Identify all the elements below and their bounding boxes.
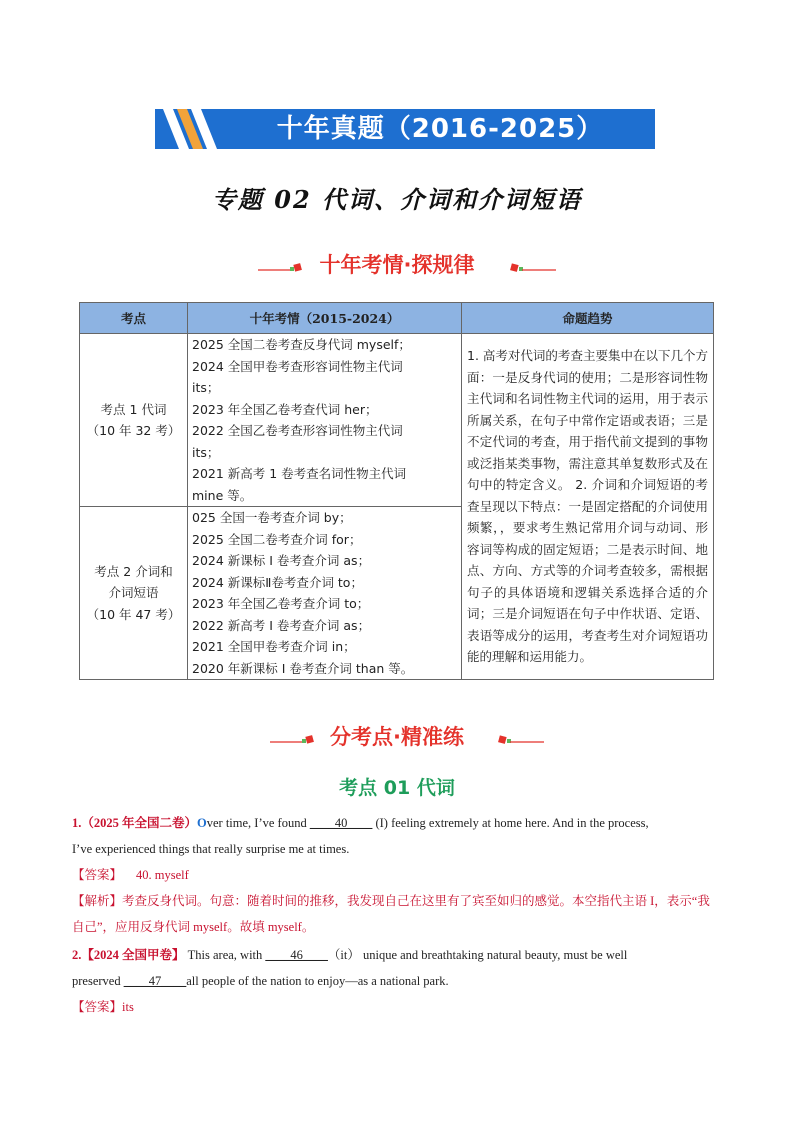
section-title: 分考点·精准练 bbox=[330, 725, 464, 749]
title-banner bbox=[155, 109, 655, 149]
stripe-decoration bbox=[155, 109, 225, 149]
question-number: 2. bbox=[72, 948, 82, 962]
header-questions: 十年考情（2015-2024） bbox=[188, 303, 462, 334]
answer-blank: ____47____ bbox=[123, 974, 187, 988]
header-point: 考点 bbox=[80, 303, 188, 334]
answer-line: 【答案】 40. myself bbox=[72, 868, 189, 882]
question-2: 2.【2024 全国甲卷】 This area, with ____46____（it） unique and breathtaking natural beauty, must be well preserved ____47____all people of the nation to enjoy—as a national park. 【答案】its bbox=[72, 942, 720, 1020]
left-flourish-icon bbox=[258, 250, 306, 280]
table-header-row bbox=[80, 303, 714, 334]
question-source: 【2024 全国甲卷】 bbox=[81, 948, 185, 962]
banner-title: 十年真题（2016-2025） bbox=[276, 114, 604, 144]
point-cell: 考点 2 介词和 介词短语 （10 年 47 考） bbox=[80, 507, 188, 680]
answer-line: 【答案】its bbox=[72, 1000, 134, 1014]
trend-cell: 1. 高考对代词的考查主要集中在以下几个方面：一是反身代词的使用；二是形容词性物主代词和名词性物主代词的运用，用于表示所属关系，在句子中常作定语或表语；三是不定代词的考查，用于指代前文提到的事物或泛指某类事物，需注意其单复数形式及在句中的特定含义。 2. 介词和介词短语的考查呈现以下特点：一是固定搭配的介词使用频繁，，要求考生熟记常用介词与动词、形容词等构成的固定短语；二是表示时间、地点、方向、方式等的介词考查较多，需根据句子的具体语境和逻辑关系选择合适的介词；三是介词短语在句子中作状语、定语、表语等成分的运用，考查考生对介词短语功能的理解和运用能力。 bbox=[462, 334, 714, 680]
answer-text: 40. myself bbox=[136, 868, 189, 882]
analysis-line: 【解析】考查反身代词。句意：随着时间的推移，我发现自己在这里有了宾至如归的感觉。本空指代主语 I，表示“我自己”，应用反身代词 myself。故填 myself。 bbox=[72, 894, 710, 934]
table-row bbox=[80, 334, 714, 507]
right-flourish-icon bbox=[508, 250, 556, 280]
right-flourish-icon bbox=[496, 722, 544, 752]
section-heading-trends bbox=[0, 250, 794, 280]
questions-cell: 2025 全国二卷考查反身代词 myself； 2024 全国甲卷考查形容词性物主代词 its； 2023 年全国乙卷考查代词 her； 2022 全国乙卷考查形容词性物主代词 its； 2021 新高考 1 卷考查名词性物主代词 mine 等。 bbox=[188, 334, 462, 507]
question-source: （2025 年全国二卷） bbox=[81, 816, 198, 830]
topic-title: 专题 02 代词、介词和介词短语 bbox=[211, 185, 583, 214]
point-cell: 考点 1 代词 （10 年 32 考） bbox=[80, 334, 188, 507]
analysis-text: 考查反身代词。句意：随着时间的推移，我发现自己在这里有了宾至如归的感觉。本空指代主语 I，表示“我自己”，应用反身代词 myself。故填 myself。 bbox=[72, 894, 710, 934]
knowledge-point-title: 考点 01 代词 bbox=[339, 777, 455, 799]
question-number: 1. bbox=[72, 816, 82, 830]
answer-text: its bbox=[122, 1000, 134, 1014]
answer-blank: ____46____ bbox=[265, 948, 328, 962]
questions-cell: 025 全国一卷考查介词 by； 2025 全国二卷考查介词 for； 2024 新课标 I 卷考查介词 as； 2024 新课标Ⅱ卷考查介词 to； 2023 年全国乙卷考查介词 to； 2022 新高考 I 卷考查介词 as； 2021 全国甲卷考查介词 in； 2020 年新课标 I 卷考查介词 than 等。 bbox=[188, 507, 462, 680]
left-flourish-icon bbox=[270, 722, 318, 752]
answer-blank: ____40____ bbox=[309, 816, 373, 830]
exam-summary-table bbox=[79, 302, 714, 680]
section-title: 十年考情·探规律 bbox=[319, 253, 475, 277]
question-1: 1.（2025 年全国二卷）Over time, I’ve found ____40____ (I) feeling extremely at home here. And in the process, I’ve experienced things that really surprise me at times. 【答案】 40. myself 【解析】考查反身代词。句意：随着时间的推移，我发现自己在这里有了宾至如归的感觉。本空指代主语 I，表示“我自己”，应用反身代词 myself。故填 myself。 bbox=[72, 810, 720, 940]
section-heading-practice bbox=[0, 722, 794, 752]
header-trend: 命题趋势 bbox=[462, 303, 714, 334]
